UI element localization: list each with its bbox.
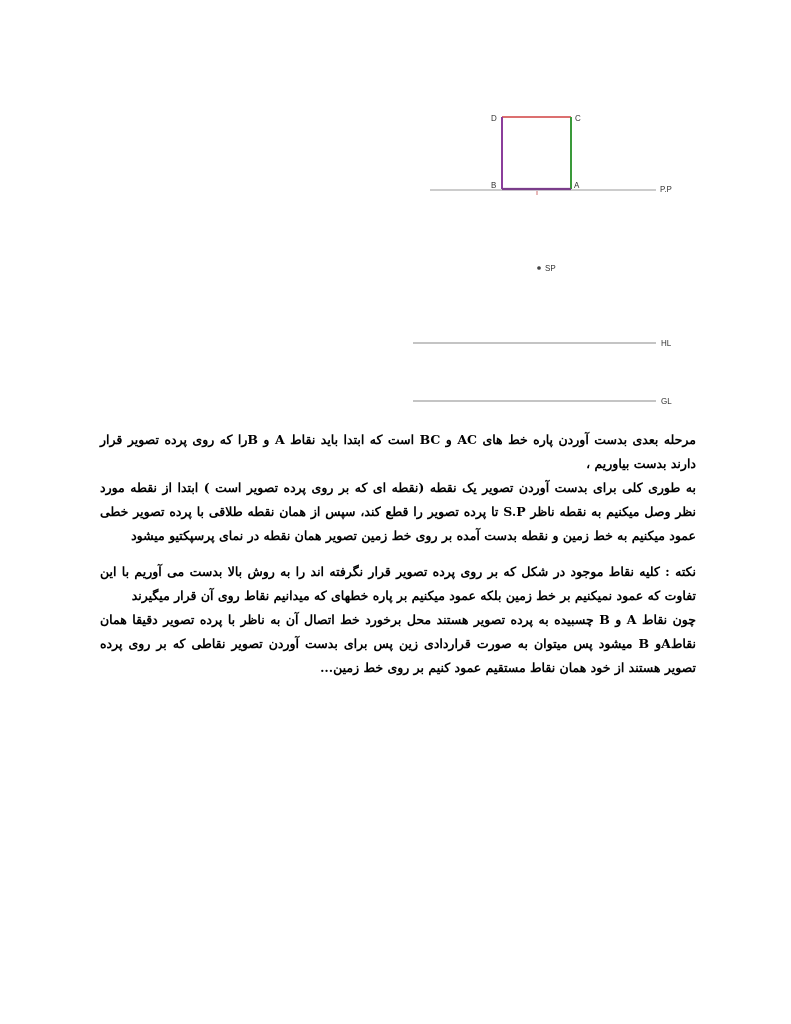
- point-a-label: A: [574, 181, 580, 190]
- paragraph-note: نکته : کلیه نقاط موجود در شکل که بر روی پرده تصویر قرار نگرفته اند را به روش بالا بدست می آوریم با این تفاوت که عمود نمیکنیم بر خط زمین بلکه عمود میکنیم بر پاره خطهای که میدانیم نقاط روی آن قرار میگیرند: [100, 564, 696, 603]
- point-d-label: D: [491, 114, 497, 123]
- paragraph-2: به طوری کلی برای بدست آوردن تصویر یک نقطه (نقطه ای که بر روی پرده تصویر است ) ابتدا از نقطه مورد نظر وصل میکنیم به نقطه ناظر S.P تا پرده تصویر را قطع کند، سپس از همان نقطه طلاقی با پرده تصویر خطی عمود میکنیم به خط زمین و نقطه بدست آمده بر روی خط زمین تصویر همان نقطه در نمای پرسپکتیو میشود: [100, 480, 696, 543]
- picture-plane-label: P.P: [660, 185, 672, 194]
- paragraph-4: چون نقاط A و B چسبیده به پرده تصویر هستند محل برخورد خط اتصال آن به ناظر با پرده تصویر دقیقا همان نقاطAو B میشود پس میتوان به صورت قراردادی زین پس برای بدست آوردن تصویر نقاطی که بر روی پرده تصویر هستند از خود همان نقاط مستقیم عمود کنیم بر روی خط زمین...: [100, 612, 696, 675]
- station-point-dot: [537, 266, 541, 270]
- explanation-text: [100, 428, 696, 680]
- station-point-label: SP: [545, 264, 556, 273]
- ground-line-label: GL: [661, 397, 672, 406]
- perspective-diagram: [0, 0, 791, 420]
- point-c-label: C: [575, 114, 581, 123]
- point-b-label: B: [491, 181, 497, 190]
- horizon-line-label: HL: [661, 339, 672, 348]
- paragraph-1: مرحله بعدی بدست آوردن پاره خط های AC و BC است که ابتدا باید نقاط A و Bرا که روی پرده تصویر قرار دارند بدست بیاوریم ،: [100, 432, 696, 471]
